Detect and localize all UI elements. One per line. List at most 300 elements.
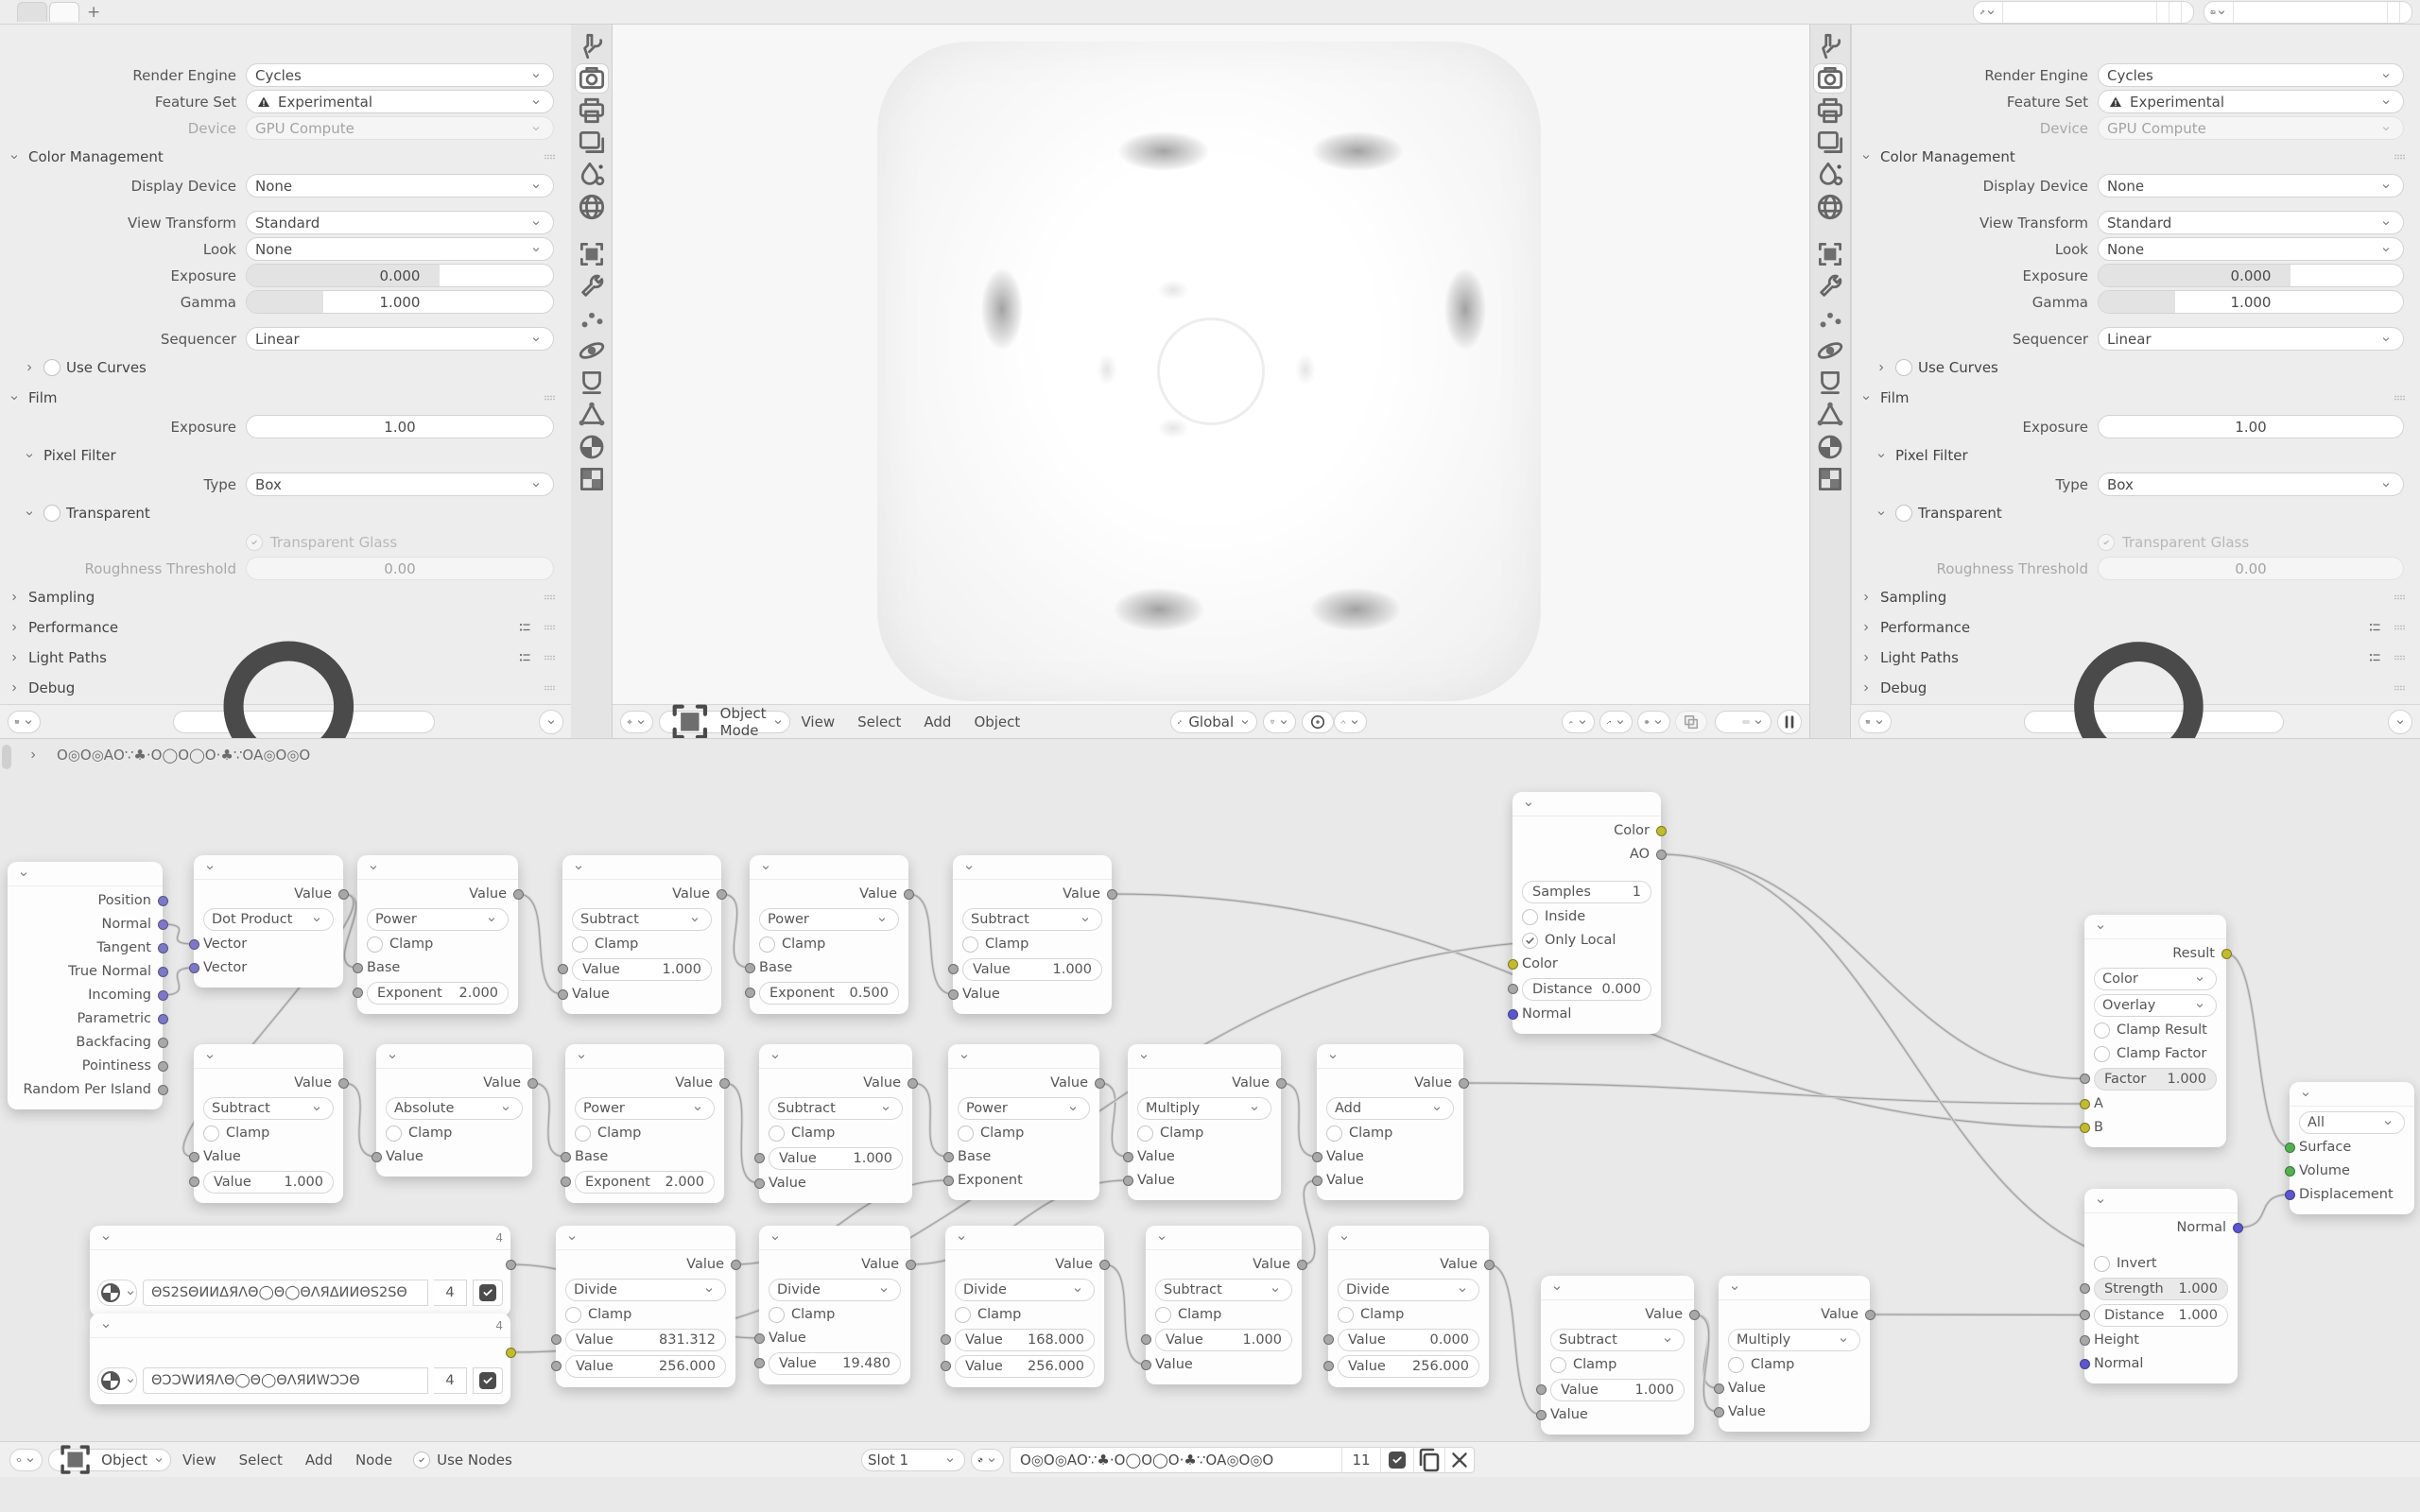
checkbox[interactable] bbox=[1728, 1357, 1744, 1373]
input-socket[interactable] bbox=[1312, 1176, 1322, 1186]
properties-tab-modifiers[interactable] bbox=[1814, 272, 1846, 301]
input-socket[interactable] bbox=[189, 1152, 199, 1162]
exposure-field[interactable]: 1.00 bbox=[2098, 415, 2404, 438]
properties-tab-scene[interactable] bbox=[576, 161, 608, 189]
operation-select[interactable]: Divide bbox=[1338, 1279, 1479, 1301]
properties-tab-particles[interactable] bbox=[576, 304, 608, 333]
value-field[interactable]: Strength 1.000 bbox=[2094, 1278, 2228, 1300]
output-socket[interactable] bbox=[513, 889, 524, 900]
viewport-menu-view[interactable]: View bbox=[801, 713, 836, 730]
value-field[interactable]: Value 256.000 bbox=[1338, 1355, 1479, 1378]
input-socket[interactable] bbox=[2080, 1283, 2090, 1294]
xray-toggle[interactable] bbox=[1675, 711, 1707, 733]
image-icon-dropdown[interactable] bbox=[2204, 2, 2234, 23]
value-field[interactable]: Value 831.312 bbox=[565, 1329, 726, 1351]
input-socket[interactable] bbox=[754, 1153, 765, 1163]
checkbox[interactable] bbox=[2094, 1022, 2110, 1039]
output-socket[interactable] bbox=[158, 1061, 168, 1072]
value-field[interactable]: Exponent 2.000 bbox=[367, 982, 509, 1005]
checkbox[interactable] bbox=[958, 1125, 974, 1142]
input-socket[interactable] bbox=[2080, 1099, 2090, 1109]
operation-select[interactable]: Multiply bbox=[1137, 1097, 1271, 1120]
node-math-subtract[interactable]: Value Subtract Clamp Value 1.000 Value bbox=[562, 855, 721, 1014]
output-socket[interactable] bbox=[158, 1014, 168, 1024]
panel-section-performance[interactable]: Performance bbox=[6, 613, 571, 642]
panel-subsection-checkbox[interactable]: Use Curves bbox=[21, 353, 571, 382]
image-user-count[interactable]: 4 bbox=[434, 1280, 467, 1306]
image-browse-dropdown[interactable] bbox=[97, 1280, 137, 1306]
operation-select[interactable]: Subtract bbox=[1155, 1279, 1292, 1301]
material-user-count[interactable]: 11 bbox=[1341, 1448, 1380, 1472]
value-field[interactable]: Value 1.000 bbox=[203, 1171, 334, 1194]
node-menu-view[interactable]: View bbox=[182, 1451, 216, 1469]
panel-subsection-checkbox[interactable]: Transparent bbox=[21, 499, 571, 527]
output-socket[interactable] bbox=[908, 1078, 918, 1089]
operation-select[interactable]: Subtract bbox=[769, 1097, 903, 1120]
properties-search-input[interactable] bbox=[173, 711, 435, 733]
input-socket[interactable] bbox=[189, 963, 199, 973]
copy-button[interactable] bbox=[2388, 2, 2400, 23]
pause-render-button[interactable] bbox=[1777, 710, 1802, 734]
node-menu-node[interactable]: Node bbox=[354, 1451, 393, 1469]
device-select[interactable]: GPU Compute bbox=[2098, 116, 2404, 140]
input-socket[interactable] bbox=[1141, 1334, 1151, 1345]
output-socket[interactable] bbox=[1484, 1260, 1495, 1270]
value-field[interactable]: Samples 1 bbox=[1522, 881, 1651, 903]
workspace-tab[interactable] bbox=[17, 2, 47, 22]
input-socket[interactable] bbox=[2080, 1074, 2090, 1084]
input-socket[interactable] bbox=[754, 1358, 765, 1368]
checkbox-row[interactable]: Transparent Glass bbox=[2098, 530, 2420, 554]
value-field[interactable]: Value 0.000 bbox=[1338, 1329, 1479, 1351]
output-socket[interactable] bbox=[1459, 1078, 1469, 1089]
properties-search-input[interactable] bbox=[2024, 711, 2284, 733]
material-browse-dropdown[interactable] bbox=[971, 1449, 1004, 1471]
image-user-count[interactable]: 4 bbox=[434, 1367, 467, 1394]
input-socket[interactable] bbox=[561, 1177, 571, 1187]
properties-tab-material[interactable] bbox=[1814, 433, 1846, 461]
value-field[interactable]: Value 19.480 bbox=[769, 1352, 901, 1375]
input-socket[interactable] bbox=[943, 1152, 954, 1162]
output-socket[interactable] bbox=[158, 919, 168, 930]
value-field[interactable]: Value 1.000 bbox=[1155, 1329, 1292, 1351]
input-socket[interactable] bbox=[2080, 1123, 2090, 1133]
feature-set-select[interactable]: Experimental bbox=[246, 90, 554, 113]
panel-subsection[interactable]: Pixel Filter bbox=[21, 441, 571, 470]
node-math-subtract[interactable]: Value Subtract Clamp Value 1.000 Value bbox=[759, 1044, 912, 1203]
snap-toggle[interactable] bbox=[1263, 711, 1296, 733]
input-socket[interactable] bbox=[948, 964, 959, 974]
operation-select[interactable]: Dot Product bbox=[203, 908, 334, 931]
tool-icon-dropdown[interactable] bbox=[1974, 2, 2003, 23]
properties-tab-output[interactable] bbox=[576, 96, 608, 125]
node-math-multiply[interactable]: Value Multiply Clamp Value Value bbox=[1128, 1044, 1281, 1200]
value-field[interactable]: Exponent 2.000 bbox=[575, 1171, 715, 1194]
input-socket[interactable] bbox=[551, 1361, 562, 1371]
output-socket[interactable] bbox=[158, 1085, 168, 1095]
properties-tab-modifiers[interactable] bbox=[576, 272, 608, 301]
value-field[interactable]: Value 1.000 bbox=[572, 958, 712, 981]
checkbox[interactable] bbox=[367, 936, 383, 953]
unlink-material-button[interactable] bbox=[1444, 1448, 1474, 1472]
checkbox[interactable] bbox=[955, 1307, 971, 1323]
exposure-field[interactable]: 1.00 bbox=[246, 415, 554, 438]
feature-set-select[interactable]: Experimental bbox=[2098, 90, 2404, 113]
input-socket[interactable] bbox=[745, 963, 755, 973]
node-math-add[interactable]: Value Add Clamp Value Value bbox=[1317, 1044, 1463, 1200]
input-socket[interactable] bbox=[1508, 1009, 1518, 1020]
output-socket[interactable] bbox=[731, 1260, 741, 1270]
value-field[interactable]: Value 256.000 bbox=[955, 1355, 1095, 1378]
output-socket[interactable] bbox=[158, 967, 168, 977]
checkbox[interactable] bbox=[1522, 933, 1538, 949]
properties-tab-tool[interactable] bbox=[1814, 32, 1846, 60]
operation-select[interactable]: Divide bbox=[565, 1279, 726, 1301]
options-dropdown[interactable] bbox=[539, 710, 563, 734]
render-engine-select[interactable]: Cycles bbox=[2098, 63, 2404, 87]
sequencer-select[interactable]: Linear bbox=[2098, 327, 2404, 351]
3d-viewport[interactable] bbox=[613, 25, 1809, 704]
input-socket[interactable] bbox=[1508, 959, 1518, 970]
input-socket[interactable] bbox=[189, 1177, 199, 1187]
properties-tab-scene[interactable] bbox=[1814, 161, 1846, 189]
input-socket[interactable] bbox=[754, 1178, 765, 1189]
panel-section-color-management[interactable]: Color Management bbox=[6, 143, 571, 171]
shader-type-dropdown[interactable]: Object bbox=[48, 1449, 171, 1471]
node-math-power[interactable]: Value Power Clamp Base Exponent 0.500 bbox=[750, 855, 908, 1014]
node-canvas[interactable] bbox=[0, 739, 2420, 1477]
operation-select[interactable]: Multiply bbox=[1728, 1329, 1860, 1351]
output-socket[interactable] bbox=[717, 889, 727, 900]
properties-tab-texture[interactable] bbox=[1814, 465, 1846, 493]
input-socket[interactable] bbox=[948, 989, 959, 1000]
roughness-threshold-field[interactable]: 0.00 bbox=[246, 557, 554, 580]
node-image-texture[interactable] bbox=[90, 1226, 510, 1316]
operation-select[interactable]: Power bbox=[759, 908, 899, 931]
properties-tab-physics[interactable] bbox=[576, 336, 608, 365]
input-socket[interactable] bbox=[189, 939, 199, 950]
render-engine-select[interactable]: Cycles bbox=[246, 63, 554, 87]
material-name-field[interactable]: Ο◎Ο◎ΑΟ∵♣·Ο◯Ο◯Ο·♣∵ΟΑ◎Ο◎Ο bbox=[1020, 1451, 1274, 1469]
gizmos-dropdown[interactable] bbox=[1599, 711, 1633, 733]
checkbox[interactable] bbox=[575, 1125, 591, 1142]
checkbox[interactable] bbox=[1338, 1307, 1354, 1323]
look-select[interactable]: None bbox=[246, 237, 554, 261]
node-math-subtract[interactable]: Value Subtract Clamp Value 1.000 Value bbox=[1541, 1276, 1694, 1435]
input-socket[interactable] bbox=[943, 1176, 954, 1186]
panel-section-debug[interactable]: Debug bbox=[1858, 674, 2420, 702]
operation-select[interactable]: Subtract bbox=[962, 908, 1102, 931]
properties-tab-view-layer[interactable] bbox=[1814, 129, 1846, 157]
node-bump[interactable]: Normal Invert Strength 1.000 Distance 1.000 Height Normal bbox=[2084, 1189, 2238, 1383]
output-socket[interactable] bbox=[1656, 826, 1667, 836]
checkbox-row[interactable]: Transparent Glass bbox=[246, 530, 571, 554]
panel-subsection-checkbox[interactable]: Use Curves bbox=[1873, 353, 2420, 382]
input-socket[interactable] bbox=[2080, 1310, 2090, 1320]
operation-select[interactable]: Power bbox=[367, 908, 509, 931]
editor-type-button[interactable] bbox=[620, 711, 653, 733]
copy-button[interactable] bbox=[2169, 2, 2182, 23]
input-socket[interactable] bbox=[2285, 1190, 2295, 1200]
output-socket[interactable] bbox=[1107, 889, 1117, 900]
node-menu-add[interactable]: Add bbox=[304, 1451, 333, 1469]
display-device-select[interactable]: None bbox=[2098, 174, 2404, 198]
input-socket[interactable] bbox=[372, 1152, 382, 1162]
mode-dropdown[interactable]: Object Mode bbox=[659, 711, 790, 733]
checkbox[interactable] bbox=[769, 1125, 785, 1142]
input-socket[interactable] bbox=[1508, 984, 1518, 994]
gamma-slider[interactable]: 1.000 bbox=[246, 290, 554, 314]
roughness-threshold-field[interactable]: 0.00 bbox=[2098, 557, 2404, 580]
operation-select[interactable]: Subtract bbox=[572, 908, 712, 931]
exposure-slider[interactable]: 0.000 bbox=[2098, 264, 2404, 287]
exposure-slider[interactable]: 0.000 bbox=[246, 264, 554, 287]
look-select[interactable]: None bbox=[2098, 237, 2404, 261]
datablock-name-field[interactable] bbox=[2234, 2, 2388, 23]
output-socket[interactable] bbox=[527, 1078, 538, 1089]
operation-select[interactable]: Divide bbox=[769, 1279, 901, 1301]
output-socket[interactable] bbox=[1865, 1310, 1876, 1320]
image-browse-dropdown[interactable] bbox=[97, 1367, 137, 1394]
value-field[interactable]: Value 1.000 bbox=[769, 1147, 903, 1170]
device-select[interactable]: GPU Compute bbox=[246, 116, 554, 140]
output-socket[interactable] bbox=[1689, 1310, 1700, 1320]
input-socket[interactable] bbox=[558, 989, 568, 1000]
viewport-menu-add[interactable]: Add bbox=[924, 713, 952, 730]
checkbox[interactable] bbox=[1326, 1125, 1342, 1142]
output-socket[interactable] bbox=[338, 1078, 349, 1089]
node-menu-select[interactable]: Select bbox=[238, 1451, 283, 1469]
checkbox[interactable] bbox=[43, 359, 60, 376]
properties-tab-view-layer[interactable] bbox=[576, 129, 608, 157]
checkbox[interactable] bbox=[1137, 1125, 1153, 1142]
value-field[interactable]: Value 168.000 bbox=[955, 1329, 1095, 1351]
editor-type-button[interactable] bbox=[8, 711, 41, 733]
type-select[interactable]: Box bbox=[2098, 472, 2404, 496]
checkbox[interactable] bbox=[203, 1125, 219, 1142]
panel-subsection-checkbox[interactable]: Transparent bbox=[1873, 499, 2420, 527]
workspace-tab-active[interactable] bbox=[49, 2, 79, 22]
output-socket[interactable] bbox=[158, 943, 168, 954]
fake-user-shield-button[interactable] bbox=[473, 1280, 503, 1306]
properties-tab-object-data[interactable] bbox=[1814, 401, 1846, 429]
image-name-field[interactable]: ΘϽϽWИЯΛΘ◯Θ◯ΘΛЯИWϽϽΘ bbox=[143, 1367, 428, 1394]
editor-type-button[interactable] bbox=[9, 1449, 43, 1471]
input-socket[interactable] bbox=[1536, 1410, 1547, 1420]
display-device-select[interactable]: None bbox=[246, 174, 554, 198]
properties-tab-render[interactable] bbox=[576, 64, 608, 93]
panel-section-film[interactable]: Film bbox=[1858, 384, 2420, 412]
sequencer-select[interactable]: Linear bbox=[246, 327, 554, 351]
node-math-divide[interactable]: Value Divide Clamp Value Value 19.480 bbox=[759, 1226, 910, 1384]
operation-select[interactable]: Color bbox=[2094, 968, 2217, 990]
add-workspace-button[interactable]: + bbox=[87, 2, 101, 22]
type-select[interactable]: Box bbox=[246, 472, 554, 496]
view-transform-select[interactable]: Standard bbox=[2098, 211, 2404, 234]
operation-select[interactable]: All bbox=[2299, 1111, 2405, 1134]
output-socket[interactable] bbox=[719, 1078, 730, 1089]
properties-tab-output[interactable] bbox=[1814, 96, 1846, 125]
node-math-divide[interactable]: Value Divide Clamp Value 168.000 Value 256.000 bbox=[945, 1226, 1104, 1387]
operation-select[interactable]: Power bbox=[958, 1097, 1090, 1120]
properties-tab-particles[interactable] bbox=[1814, 304, 1846, 333]
panel-section-light-paths[interactable]: Light Paths bbox=[6, 644, 571, 672]
operation-select[interactable]: Power bbox=[575, 1097, 715, 1120]
checkbox[interactable] bbox=[386, 1125, 402, 1142]
value-field[interactable]: Distance 1.000 bbox=[2094, 1304, 2228, 1327]
overlays-dropdown[interactable] bbox=[1637, 711, 1670, 733]
image-name-field[interactable]: ΘS2SΘИИΔЯΛΘ◯Θ◯ΘΛЯΔИИΘS2SΘ bbox=[143, 1280, 428, 1306]
fake-user-shield-button[interactable] bbox=[1380, 1448, 1413, 1472]
output-socket[interactable] bbox=[1297, 1260, 1307, 1270]
editor-type-button[interactable] bbox=[1858, 711, 1892, 733]
input-socket[interactable] bbox=[1714, 1407, 1724, 1418]
operation-select[interactable]: Subtract bbox=[203, 1097, 334, 1120]
input-socket[interactable] bbox=[1536, 1384, 1547, 1395]
panel-section-color-management[interactable]: Color Management bbox=[1858, 143, 2420, 171]
input-socket[interactable] bbox=[1323, 1361, 1334, 1371]
operation-select[interactable]: Divide bbox=[955, 1279, 1095, 1301]
input-socket[interactable] bbox=[941, 1334, 951, 1345]
node-math-subtract[interactable]: Value Subtract Clamp Value 1.000 Value bbox=[1146, 1226, 1302, 1384]
properties-tab-object-data[interactable] bbox=[576, 401, 608, 429]
fake-user-shield-button[interactable] bbox=[473, 1367, 503, 1394]
checkbox[interactable] bbox=[1155, 1307, 1171, 1323]
output-socket[interactable] bbox=[338, 889, 349, 900]
panel-subsection[interactable]: Pixel Filter bbox=[1873, 441, 2420, 470]
visibility-dropdown[interactable] bbox=[1562, 711, 1595, 733]
operation-select[interactable]: Subtract bbox=[1550, 1329, 1685, 1351]
output-socket[interactable] bbox=[2233, 1223, 2243, 1233]
checkbox[interactable] bbox=[759, 936, 775, 953]
panel-section-film[interactable]: Film bbox=[6, 384, 571, 412]
node-image-texture[interactable] bbox=[90, 1314, 510, 1404]
input-socket[interactable] bbox=[561, 1152, 571, 1162]
input-socket[interactable] bbox=[1123, 1152, 1133, 1162]
node-mix-color[interactable]: Result Color Overlay Clamp Result Clamp Factor Factor 1.000 A B bbox=[2084, 915, 2226, 1147]
output-socket[interactable] bbox=[1095, 1078, 1105, 1089]
properties-tab-tool[interactable] bbox=[576, 32, 608, 60]
gamma-slider[interactable]: 1.000 bbox=[2098, 290, 2404, 314]
datablock-name-field[interactable] bbox=[2003, 2, 2157, 23]
output-socket[interactable] bbox=[904, 889, 914, 900]
output-socket[interactable] bbox=[506, 1348, 516, 1358]
input-socket[interactable] bbox=[1123, 1176, 1133, 1186]
value-field[interactable]: Value 256.000 bbox=[565, 1355, 726, 1378]
operation-select[interactable]: Overlay bbox=[2094, 994, 2217, 1017]
shader-editor[interactable] bbox=[0, 738, 2420, 1512]
options-dropdown[interactable] bbox=[2388, 710, 2412, 734]
input-socket[interactable] bbox=[745, 988, 755, 998]
properties-tab-physics[interactable] bbox=[1814, 336, 1846, 365]
input-socket[interactable] bbox=[1312, 1152, 1322, 1162]
properties-tab-object[interactable] bbox=[1814, 240, 1846, 268]
panel-section-performance[interactable]: Performance bbox=[1858, 613, 2420, 642]
input-socket[interactable] bbox=[353, 988, 363, 998]
properties-tab-texture[interactable] bbox=[576, 465, 608, 493]
output-socket[interactable] bbox=[158, 896, 168, 906]
value-field[interactable]: Exponent 0.500 bbox=[759, 982, 899, 1005]
output-socket[interactable] bbox=[2221, 949, 2232, 959]
input-socket[interactable] bbox=[551, 1334, 562, 1345]
node-math-multiply[interactable]: Value Multiply Clamp Value Value bbox=[1719, 1276, 1870, 1432]
output-socket[interactable] bbox=[506, 1260, 516, 1270]
output-socket[interactable] bbox=[158, 990, 168, 1001]
output-socket[interactable] bbox=[906, 1260, 916, 1270]
value-field[interactable]: Value 1.000 bbox=[1550, 1379, 1685, 1401]
operation-select[interactable]: Add bbox=[1326, 1097, 1454, 1120]
shading-rendered-button[interactable] bbox=[1742, 720, 1750, 724]
properties-tab-constraints[interactable] bbox=[1814, 369, 1846, 397]
node-math-power[interactable]: Value Power Clamp Base Exponent bbox=[948, 1044, 1099, 1200]
value-field[interactable]: Value 1.000 bbox=[962, 958, 1102, 981]
proportional-editing-toggle[interactable] bbox=[1302, 711, 1334, 733]
properties-tab-render[interactable] bbox=[1814, 64, 1846, 93]
node-math-subtract[interactable]: Value Subtract Clamp Value 1.000 Value bbox=[953, 855, 1112, 1014]
input-socket[interactable] bbox=[2080, 1335, 2090, 1346]
node-geometry[interactable]: Position Normal Tangent True Normal Incoming Parametric Backfacing Pointiness Random Per Island bbox=[8, 862, 163, 1109]
node-vector-math-dot-product[interactable]: Value Dot Product Vector Vector bbox=[194, 855, 343, 988]
panel-section-debug[interactable]: Debug bbox=[6, 674, 571, 702]
input-socket[interactable] bbox=[941, 1361, 951, 1371]
panel-section-light-paths[interactable]: Light Paths bbox=[1858, 644, 2420, 672]
checkbox[interactable] bbox=[2094, 1256, 2110, 1272]
node-math-divide[interactable]: Value Divide Clamp Value 831.312 Value 256.000 bbox=[556, 1226, 735, 1387]
node-math-power[interactable]: Value Power Clamp Base Exponent 2.000 bbox=[357, 855, 518, 1014]
checkbox[interactable] bbox=[1895, 505, 1912, 522]
properties-tab-object[interactable] bbox=[576, 240, 608, 268]
checkbox[interactable] bbox=[565, 1307, 581, 1323]
value-field[interactable]: Distance 0.000 bbox=[1522, 978, 1651, 1001]
node-math-power[interactable]: Value Power Clamp Base Exponent 2.000 bbox=[565, 1044, 724, 1203]
input-socket[interactable] bbox=[1141, 1360, 1151, 1370]
shading-solid-button[interactable] bbox=[1727, 720, 1735, 724]
output-socket[interactable] bbox=[158, 1038, 168, 1048]
panel-section-sampling[interactable]: Sampling bbox=[1858, 583, 2420, 611]
output-socket[interactable] bbox=[1656, 850, 1667, 860]
checkbox[interactable] bbox=[2094, 1046, 2110, 1062]
value-field[interactable]: Factor 1.000 bbox=[2094, 1068, 2217, 1091]
transform-orientation-dropdown[interactable]: Global bbox=[1170, 711, 1257, 733]
input-socket[interactable] bbox=[1714, 1383, 1724, 1394]
new-material-button[interactable] bbox=[1413, 1448, 1444, 1472]
view-transform-select[interactable]: Standard bbox=[246, 211, 554, 234]
node-ambient-occlusion[interactable]: Color AO Samples 1 Inside Only Local Color Distance 0.000 Normal bbox=[1512, 792, 1661, 1034]
node-math-divide[interactable]: Value Divide Clamp Value 0.000 Value 256.000 bbox=[1328, 1226, 1489, 1387]
input-socket[interactable] bbox=[1323, 1334, 1334, 1345]
properties-tab-material[interactable] bbox=[576, 433, 608, 461]
properties-tab-world[interactable] bbox=[1814, 193, 1846, 221]
checkbox[interactable] bbox=[962, 936, 978, 953]
input-socket[interactable] bbox=[558, 964, 568, 974]
checkbox[interactable] bbox=[1522, 909, 1538, 925]
checkbox[interactable] bbox=[1895, 359, 1912, 376]
checkbox[interactable] bbox=[769, 1307, 785, 1323]
pin-button[interactable] bbox=[2157, 2, 2169, 23]
proportional-falloff-dropdown[interactable] bbox=[1334, 711, 1367, 733]
input-socket[interactable] bbox=[2285, 1143, 2295, 1153]
checkbox[interactable] bbox=[1550, 1357, 1566, 1373]
checkbox[interactable] bbox=[43, 505, 60, 522]
properties-tab-world[interactable] bbox=[576, 193, 608, 221]
panel-section-sampling[interactable]: Sampling bbox=[6, 583, 571, 611]
shading-material-preview-button[interactable] bbox=[1735, 720, 1742, 724]
input-socket[interactable] bbox=[2080, 1359, 2090, 1369]
input-socket[interactable] bbox=[2285, 1166, 2295, 1177]
properties-tab-constraints[interactable] bbox=[576, 369, 608, 397]
output-socket[interactable] bbox=[1099, 1260, 1110, 1270]
input-socket[interactable] bbox=[754, 1333, 765, 1344]
